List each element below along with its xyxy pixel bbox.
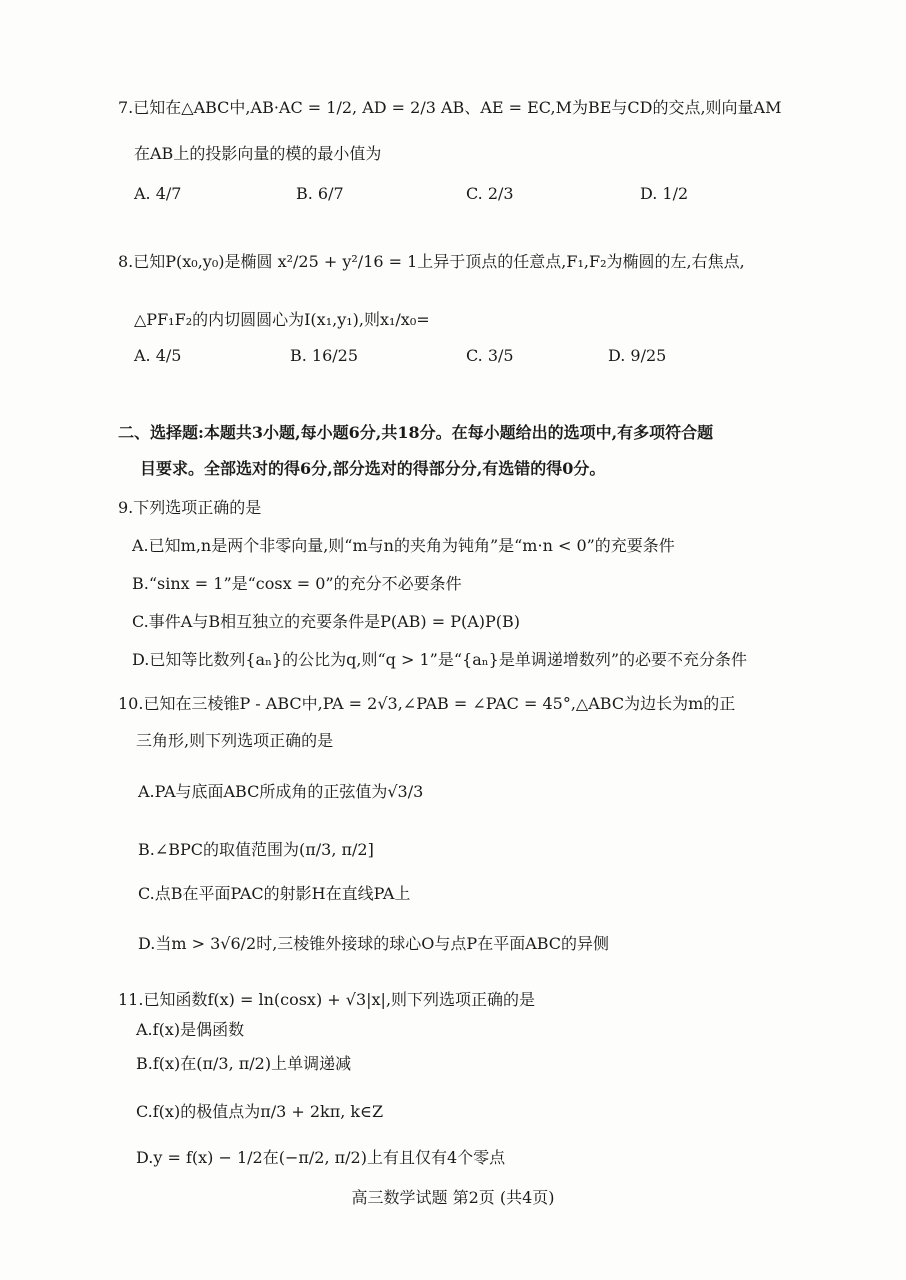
q7-stem-line2: 在AB上的投影向量的模的最小值为: [134, 144, 382, 163]
q9-option-b: B.“sinx = 1”是“cosx = 0”的充分不必要条件: [132, 574, 462, 593]
q8-stem-line1: 8.已知P(x₀,y₀)是椭圆 x²/25 + y²/16 = 1上异于顶点的任意点,F₁,F₂为椭圆的左,右焦点,: [118, 252, 745, 271]
q7-option-a: A. 4/7: [134, 184, 182, 203]
q9-option-a: A.已知m,n是两个非零向量,则“m与n的夹角为钝角”是“m·n < 0”的充要条件: [132, 536, 675, 555]
section-2-header-line2: 目要求。全部选对的得6分,部分选对的得部分分,有选错的得0分。: [140, 459, 606, 478]
q9-option-c: C.事件A与B相互独立的充要条件是P(AB) = P(A)P(B): [132, 612, 521, 631]
q10-option-d: D.当m > 3√6/2时,三棱锥外接球的球心O与点P在平面ABC的异侧: [138, 934, 610, 953]
q8-option-d: D. 9/25: [608, 346, 667, 365]
q11-option-c: C.f(x)的极值点为π/3 + 2kπ, k∈Z: [136, 1102, 384, 1121]
q7-option-b: B. 6/7: [296, 184, 344, 203]
q9-stem: 9.下列选项正确的是: [118, 498, 262, 517]
q10-stem-line2: 三角形,则下列选项正确的是: [136, 731, 334, 750]
q10-option-b: B.∠BPC的取值范围为(π/3, π/2]: [138, 840, 374, 859]
q8-option-a: A. 4/5: [134, 346, 182, 365]
q10-option-a: A.PA与底面ABC所成角的正弦值为√3/3: [138, 782, 424, 801]
q10-option-c: C.点B在平面PAC的射影H在直线PA上: [138, 884, 411, 903]
q8-option-b: B. 16/25: [290, 346, 359, 365]
q11-option-d: D.y = f(x) − 1/2在(−π/2, π/2)上有且仅有4个零点: [136, 1148, 506, 1167]
q11-stem: 11.已知函数f(x) = ln(cosx) + √3|x|,则下列选项正确的是: [118, 990, 536, 1009]
q11-option-a: A.f(x)是偶函数: [136, 1020, 245, 1039]
q11-option-b: B.f(x)在(π/3, π/2)上单调递减: [136, 1054, 352, 1073]
q10-stem-line1: 10.已知在三棱锥P - ABC中,PA = 2√3,∠PAB = ∠PAC = 45°,△ABC为边长为m的正: [118, 694, 736, 713]
q8-stem-line2: △PF₁F₂的内切圆圆心为I(x₁,y₁),则x₁/x₀=: [134, 310, 430, 329]
page-footer: 高三数学试题 第2页 (共4页): [351, 1188, 555, 1207]
q8-option-c: C. 3/5: [466, 346, 514, 365]
q9-option-d: D.已知等比数列{aₙ}的公比为q,则“q > 1”是“{aₙ}是单调递增数列”的必要不充分条件: [132, 650, 748, 669]
q7-option-d: D. 1/2: [640, 184, 689, 203]
section-2-header-line1: 二、选择题:本题共3小题,每小题6分,共18分。在每小题给出的选项中,有多项符合题: [118, 423, 714, 442]
q7-stem-line1: 7.已知在△ABC中,AB·AC = 1/2, AD = 2/3 AB、AE = EC,M为BE与CD的交点,则向量AM: [118, 98, 782, 117]
q7-option-c: C. 2/3: [466, 184, 514, 203]
